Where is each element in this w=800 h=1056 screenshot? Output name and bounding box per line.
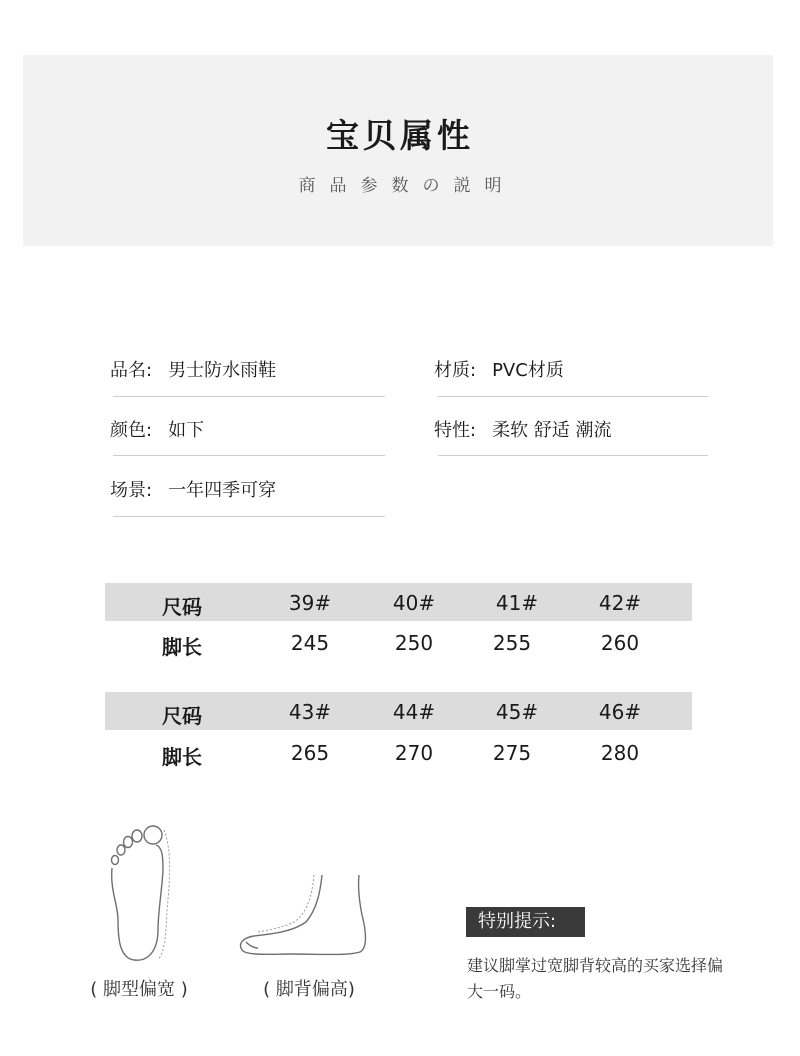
divider bbox=[438, 396, 708, 397]
divider bbox=[113, 516, 385, 517]
wide-caption: ( 脚型偏宽 ) bbox=[90, 979, 188, 1000]
divider bbox=[438, 455, 708, 456]
attr-scene bbox=[110, 476, 276, 502]
foot-top-view-icon bbox=[100, 820, 180, 965]
high-caption: ( 脚背偏高) bbox=[263, 979, 355, 1000]
length-cell: 280 bbox=[600, 741, 640, 765]
size-cell: 45# bbox=[495, 700, 539, 724]
attr-feature bbox=[434, 416, 612, 442]
page-subtitle: 商品参数の説明 bbox=[298, 176, 516, 196]
divider bbox=[113, 455, 385, 456]
tip-badge: 特别提示: bbox=[466, 907, 585, 937]
size-label: 尺码 bbox=[162, 704, 202, 728]
attr-color bbox=[110, 416, 204, 442]
attr-value: PVC材质 bbox=[492, 360, 564, 381]
size-cell: 41# bbox=[495, 591, 539, 615]
size-cell: 40# bbox=[392, 591, 436, 615]
attr-value: 柔软 舒适 潮流 bbox=[492, 420, 612, 441]
length-cell: 245 bbox=[290, 631, 330, 655]
size-cell: 44# bbox=[392, 700, 436, 724]
length-cell: 260 bbox=[600, 631, 640, 655]
attr-product-name bbox=[110, 356, 276, 382]
size-cell: 42# bbox=[598, 591, 642, 615]
tip-text: 建议脚掌过宽脚背较高的买家选择偏大一码。 bbox=[467, 956, 724, 1001]
attr-value: 一年四季可穿 bbox=[168, 480, 277, 501]
length-label: 脚长 bbox=[162, 745, 202, 769]
length-cell: 255 bbox=[492, 631, 532, 655]
attr-value: 男士防水雨鞋 bbox=[168, 360, 277, 381]
attr-material bbox=[434, 356, 564, 382]
attr-key: 材质: bbox=[434, 360, 477, 381]
size-cell: 43# bbox=[288, 700, 332, 724]
size-cell: 46# bbox=[598, 700, 642, 724]
size-label: 尺码 bbox=[162, 595, 202, 619]
length-cell: 270 bbox=[394, 741, 434, 765]
length-cell: 265 bbox=[290, 741, 330, 765]
length-label: 脚长 bbox=[162, 635, 202, 659]
foot-side-view-icon bbox=[232, 870, 382, 965]
size-cell: 39# bbox=[288, 591, 332, 615]
divider bbox=[113, 396, 385, 397]
page-title: 宝贝属性 bbox=[326, 116, 474, 155]
attr-key: 特性: bbox=[434, 420, 477, 441]
length-cell: 275 bbox=[492, 741, 532, 765]
attr-key: 颜色: bbox=[110, 420, 153, 441]
attr-key: 场景: bbox=[110, 480, 153, 501]
attr-value: 如下 bbox=[168, 420, 205, 441]
attr-key: 品名: bbox=[110, 360, 153, 381]
length-cell: 250 bbox=[394, 631, 434, 655]
